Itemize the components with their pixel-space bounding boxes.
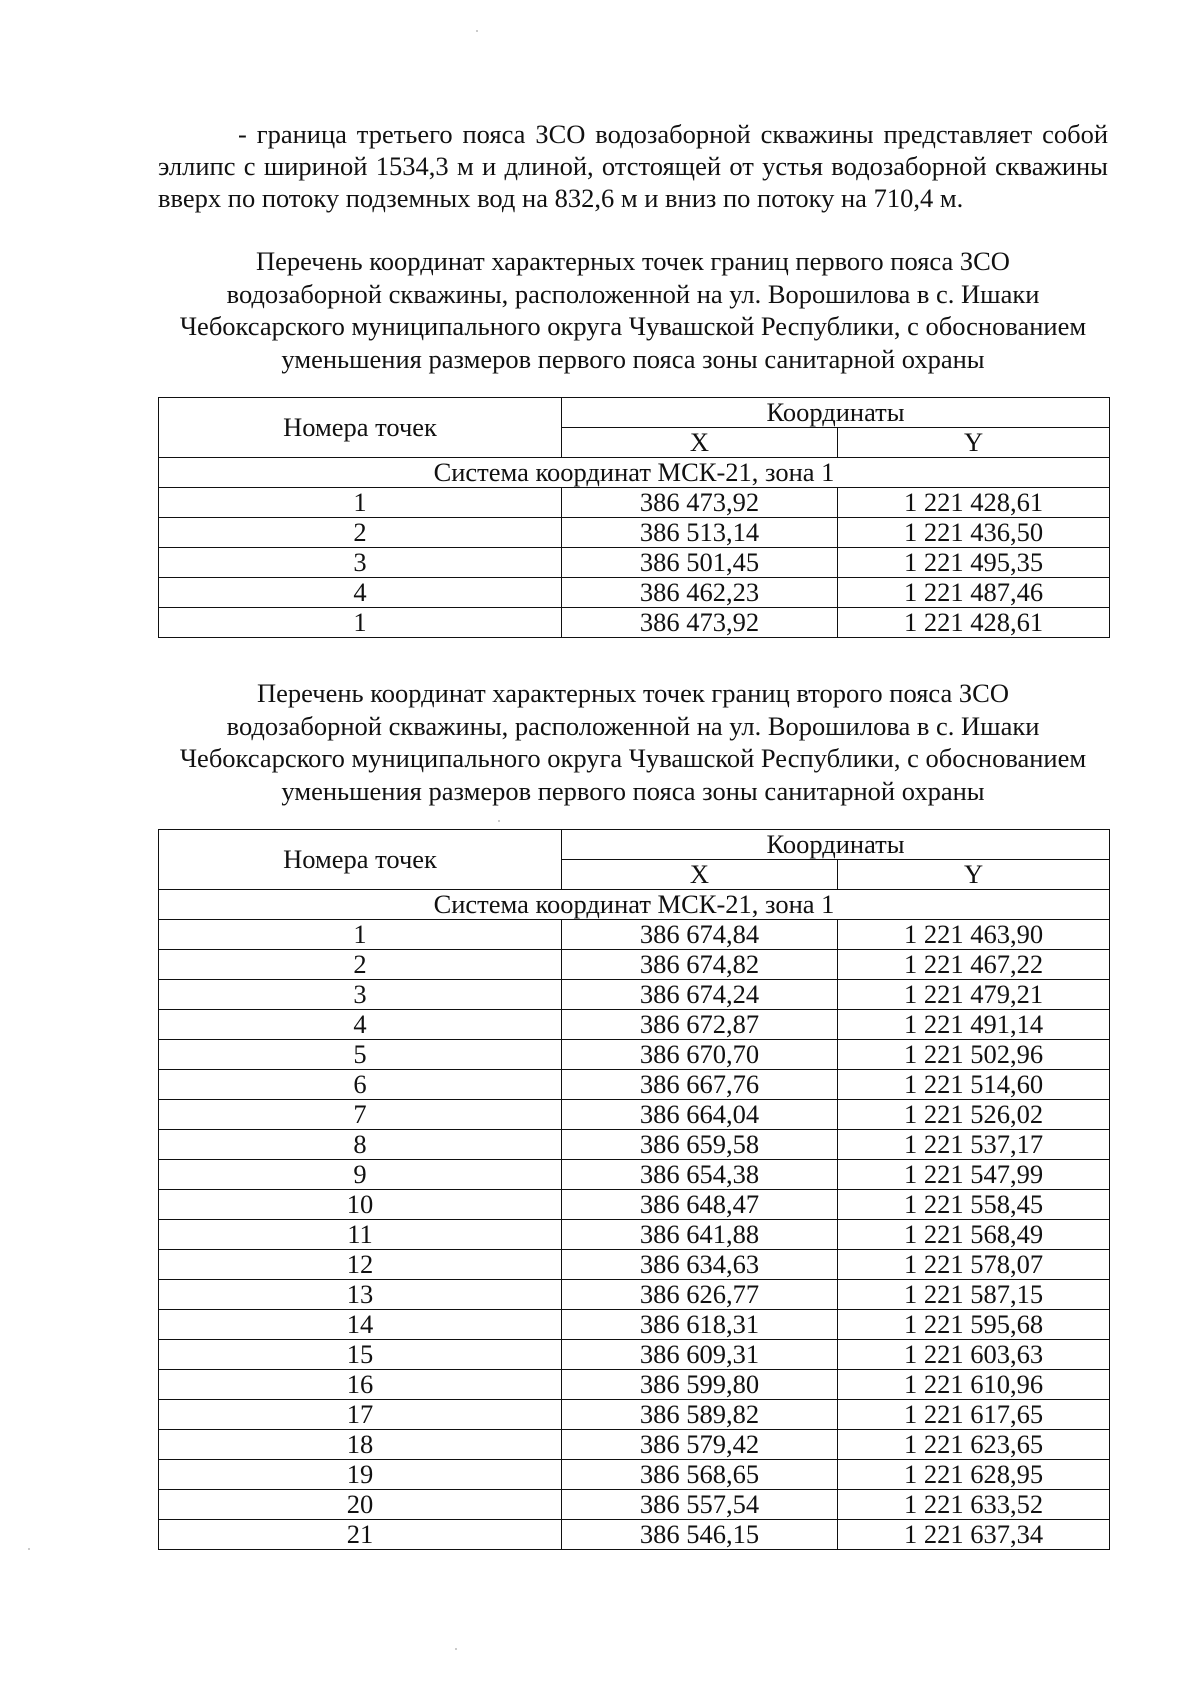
coordinates-table-first-belt [158, 397, 1110, 638]
point-number-cell: 17 [159, 1400, 562, 1430]
point-number-cell: 19 [159, 1460, 562, 1490]
point-number-cell: 20 [159, 1490, 562, 1520]
heading-line: уменьшения размеров первого пояса зоны санитарной охраны [281, 775, 985, 806]
x-coordinate-cell: 386 641,88 [562, 1220, 838, 1250]
table-row [159, 1100, 1110, 1130]
y-coordinate-cell: 1 221 578,07 [838, 1250, 1110, 1280]
y-coordinate-cell: 1 221 617,65 [838, 1400, 1110, 1430]
point-number-cell: 15 [159, 1340, 562, 1370]
table-row [159, 1040, 1110, 1070]
point-number-cell: 3 [159, 980, 562, 1010]
point-number-cell: 5 [159, 1040, 562, 1070]
x-coordinate-cell: 386 618,31 [562, 1310, 838, 1340]
y-coordinate-cell: 1 221 633,52 [838, 1490, 1110, 1520]
x-coordinate-cell: 386 626,77 [562, 1280, 838, 1310]
coordinate-system-row: Система координат МСК-21, зона 1 [159, 458, 1110, 488]
y-coordinate-cell: 1 221 495,35 [838, 548, 1110, 578]
scan-speck [28, 1548, 30, 1550]
y-coordinate-cell: 1 221 487,46 [838, 578, 1110, 608]
table-row [159, 920, 1110, 950]
point-number-cell: 1 [159, 920, 562, 950]
point-number-cell: 18 [159, 1430, 562, 1460]
x-coordinate-cell: 386 579,42 [562, 1430, 838, 1460]
x-coordinate-cell: 386 654,38 [562, 1160, 838, 1190]
y-coordinate-cell: 1 221 428,61 [838, 608, 1110, 638]
section2-heading [158, 677, 1108, 807]
x-coordinate-cell: 386 648,47 [562, 1190, 838, 1220]
point-number-cell: 13 [159, 1280, 562, 1310]
x-coordinate-cell: 386 513,14 [562, 518, 838, 548]
table-row [159, 488, 1110, 518]
header-x: X [562, 860, 838, 890]
y-coordinate-cell: 1 221 603,63 [838, 1340, 1110, 1370]
x-coordinate-cell: 386 634,63 [562, 1250, 838, 1280]
table-row [159, 1160, 1110, 1190]
table-row [159, 1250, 1110, 1280]
x-coordinate-cell: 386 674,24 [562, 980, 838, 1010]
point-number-cell: 4 [159, 1010, 562, 1040]
point-number-cell: 11 [159, 1220, 562, 1250]
table-row [159, 548, 1110, 578]
table-row [159, 1130, 1110, 1160]
header-coordinates: Координаты [562, 398, 1110, 428]
x-coordinate-cell: 386 568,65 [562, 1460, 838, 1490]
x-coordinate-cell: 386 599,80 [562, 1370, 838, 1400]
table-row [159, 1430, 1110, 1460]
point-number-cell: 3 [159, 548, 562, 578]
table-row [159, 1070, 1110, 1100]
heading-line: водозаборной скважины, расположенной на ул. Ворошилова в с. Ишаки [226, 278, 1040, 309]
y-coordinate-cell: 1 221 491,14 [838, 1010, 1110, 1040]
y-coordinate-cell: 1 221 514,60 [838, 1070, 1110, 1100]
y-coordinate-cell: 1 221 428,61 [838, 488, 1110, 518]
y-coordinate-cell: 1 221 587,15 [838, 1280, 1110, 1310]
table-row [159, 1490, 1110, 1520]
y-coordinate-cell: 1 221 610,96 [838, 1370, 1110, 1400]
y-coordinate-cell: 1 221 558,45 [838, 1190, 1110, 1220]
table-row [159, 1370, 1110, 1400]
x-coordinate-cell: 386 546,15 [562, 1520, 838, 1550]
header-y: Y [838, 428, 1110, 458]
y-coordinate-cell: 1 221 526,02 [838, 1100, 1110, 1130]
table-row [159, 1520, 1110, 1550]
table-row [159, 1400, 1110, 1430]
intro-line: эллипс с шириной 1534,3 м и длиной, отстоящей от устья водозаборной скважины [158, 151, 1108, 181]
y-coordinate-cell: 1 221 436,50 [838, 518, 1110, 548]
x-coordinate-cell: 386 473,92 [562, 488, 838, 518]
point-number-cell: 14 [159, 1310, 562, 1340]
point-number-cell: 9 [159, 1160, 562, 1190]
x-coordinate-cell: 386 462,23 [562, 578, 838, 608]
coordinates-table-second-belt [158, 829, 1110, 1550]
x-coordinate-cell: 386 670,70 [562, 1040, 838, 1070]
x-coordinate-cell: 386 664,04 [562, 1100, 838, 1130]
table-row [159, 518, 1110, 548]
y-coordinate-cell: 1 221 568,49 [838, 1220, 1110, 1250]
x-coordinate-cell: 386 473,92 [562, 608, 838, 638]
x-coordinate-cell: 386 501,45 [562, 548, 838, 578]
table-row [159, 1340, 1110, 1370]
y-coordinate-cell: 1 221 637,34 [838, 1520, 1110, 1550]
x-coordinate-cell: 386 674,84 [562, 920, 838, 950]
table-row [159, 1460, 1110, 1490]
x-coordinate-cell: 386 659,58 [562, 1130, 838, 1160]
table-row [159, 1310, 1110, 1340]
header-coordinates: Координаты [562, 830, 1110, 860]
scan-speck [498, 820, 500, 822]
y-coordinate-cell: 1 221 463,90 [838, 920, 1110, 950]
point-number-cell: 7 [159, 1100, 562, 1130]
point-number-cell: 1 [159, 608, 562, 638]
heading-line: Перечень координат характерных точек границ первого пояса ЗСО [256, 246, 1010, 276]
point-number-cell: 10 [159, 1190, 562, 1220]
y-coordinate-cell: 1 221 479,21 [838, 980, 1110, 1010]
section1-heading [158, 245, 1108, 375]
table-row [159, 578, 1110, 608]
x-coordinate-cell: 386 589,82 [562, 1400, 838, 1430]
header-point-numbers: Номера точек [159, 830, 562, 890]
header-y: Y [838, 860, 1110, 890]
y-coordinate-cell: 1 221 595,68 [838, 1310, 1110, 1340]
table-row [159, 1280, 1110, 1310]
table-row [159, 980, 1110, 1010]
heading-line: Чебоксарского муниципального округа Чувашской Республики, с обоснованием [179, 743, 1087, 773]
point-number-cell: 8 [159, 1130, 562, 1160]
y-coordinate-cell: 1 221 623,65 [838, 1430, 1110, 1460]
point-number-cell: 12 [159, 1250, 562, 1280]
header-point-numbers: Номера точек [159, 398, 562, 458]
point-number-cell: 4 [159, 578, 562, 608]
heading-line: Перечень координат характерных точек границ второго пояса ЗСО [257, 678, 1009, 708]
table-body [159, 920, 1110, 1550]
x-coordinate-cell: 386 557,54 [562, 1490, 838, 1520]
x-coordinate-cell: 386 667,76 [562, 1070, 838, 1100]
heading-line: Чебоксарского муниципального округа Чувашской Республики, с обоснованием [179, 311, 1087, 341]
point-number-cell: 1 [159, 488, 562, 518]
intro-line: - граница третьего пояса ЗСО водозаборной скважины представляет собой [238, 119, 1108, 149]
y-coordinate-cell: 1 221 547,99 [838, 1160, 1110, 1190]
coordinate-system-row: Система координат МСК-21, зона 1 [159, 890, 1110, 920]
x-coordinate-cell: 386 672,87 [562, 1010, 838, 1040]
y-coordinate-cell: 1 221 628,95 [838, 1460, 1110, 1490]
heading-line: уменьшения размеров первого пояса зоны санитарной охраны [281, 343, 985, 374]
intro-line: вверх по потоку подземных вод на 832,6 м и вниз по потоку на 710,4 м. [158, 183, 964, 213]
point-number-cell: 21 [159, 1520, 562, 1550]
table-row [159, 1220, 1110, 1250]
heading-line: водозаборной скважины, расположенной на ул. Ворошилова в с. Ишаки [226, 710, 1040, 741]
intro-paragraph [158, 118, 1108, 214]
table-row [159, 1010, 1110, 1040]
point-number-cell: 2 [159, 518, 562, 548]
table-row [159, 950, 1110, 980]
header-x: X [562, 428, 838, 458]
x-coordinate-cell: 386 674,82 [562, 950, 838, 980]
point-number-cell: 6 [159, 1070, 562, 1100]
scan-speck [476, 30, 478, 32]
scan-speck [455, 1648, 457, 1650]
y-coordinate-cell: 1 221 467,22 [838, 950, 1110, 980]
table-row [159, 608, 1110, 638]
table-body [159, 488, 1110, 638]
table-row [159, 1190, 1110, 1220]
point-number-cell: 16 [159, 1370, 562, 1400]
point-number-cell: 2 [159, 950, 562, 980]
x-coordinate-cell: 386 609,31 [562, 1340, 838, 1370]
y-coordinate-cell: 1 221 502,96 [838, 1040, 1110, 1070]
y-coordinate-cell: 1 221 537,17 [838, 1130, 1110, 1160]
